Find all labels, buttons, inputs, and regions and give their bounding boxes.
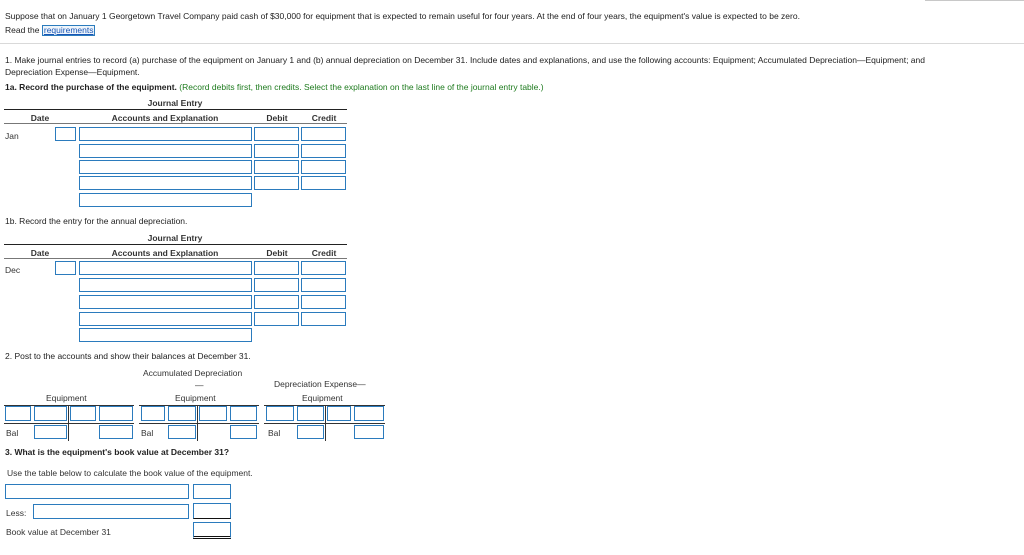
journal-1a-debit-input-2[interactable] [254, 144, 299, 158]
accum-dep-bal-label: Bal [141, 428, 154, 438]
depexp-debit-balance-input[interactable] [297, 425, 324, 439]
journal-1b-account-input-3[interactable] [79, 295, 252, 309]
q1a-instruction: (Record debits first, then credits. Select the explanation on the last line of the journal entry table.) [179, 82, 544, 92]
depexp-title-line1: Depreciation Expense— [274, 379, 366, 389]
journal-1a-account-input-2[interactable] [79, 144, 252, 158]
requirements-link[interactable]: requirements [43, 25, 94, 35]
journal-1b-explanation-input[interactable] [79, 328, 252, 342]
book-value-less-amount-input[interactable] [193, 503, 231, 519]
journal-1b-debit-input-3[interactable] [254, 295, 299, 309]
book-value-cost-amount-input[interactable] [193, 484, 231, 499]
journal-1a-day-input[interactable] [55, 127, 76, 141]
equipment-t-title: Equipment [46, 393, 87, 403]
journal-1a-account-input-1[interactable] [79, 127, 252, 141]
journal-1a-top-rule [4, 109, 347, 110]
journal-1a-credit-input-2[interactable] [301, 144, 346, 158]
journal-1a-account-input-3[interactable] [79, 160, 252, 174]
journal-1b-col-accounts: Accounts and Explanation [111, 248, 219, 258]
equipment-credit-balance-input[interactable] [99, 425, 133, 439]
book-value-amount-input[interactable] [193, 522, 231, 539]
accum-dep-title-line3: Equipment [175, 393, 216, 403]
journal-1a-header-rule [4, 123, 347, 124]
q2-label: 2. Post to the accounts and show their balances at December 31. [5, 351, 251, 361]
journal-1b-debit-input-1[interactable] [254, 261, 299, 275]
depexp-credit-balance-input[interactable] [354, 425, 384, 439]
equipment-bal-label: Bal [6, 428, 19, 438]
journal-1a-debit-input-3[interactable] [254, 160, 299, 174]
read-requirements-line [5, 25, 95, 36]
depexp-credit-amount-input[interactable] [354, 406, 384, 421]
q1b-prompt [5, 216, 187, 226]
q3-instruction: Use the table below to calculate the book value of the equipment. [7, 468, 253, 478]
journal-1b-account-input-4[interactable] [79, 312, 252, 326]
accum-dep-credit-date-input[interactable] [199, 406, 227, 421]
q1-text-line1: 1. Make journal entries to record (a) purchase of the equipment on January 1 and (b) annual depreciation on December 31. Include dates and explanations, and use the following accounts: Equipment; Accumulated Depreciation—Equipment; and [5, 55, 925, 65]
journal-1b-debit-input-4[interactable] [254, 312, 299, 326]
equipment-credit-amount-input[interactable] [99, 406, 133, 421]
q1a-prompt [5, 82, 544, 92]
journal-1b-title: Journal Entry [147, 233, 203, 243]
journal-1a-debit-input-4[interactable] [254, 176, 299, 190]
journal-1b-account-input-1[interactable] [79, 261, 252, 275]
top-border-line [925, 0, 1024, 2]
equipment-t-total-line [4, 423, 134, 424]
journal-1a-col-date: Date [30, 113, 50, 123]
journal-1b-credit-input-4[interactable] [301, 312, 346, 326]
journal-1b-col-credit: Credit [311, 248, 337, 258]
equipment-credit-date-input[interactable] [70, 406, 96, 421]
journal-1b-header-rule [4, 258, 347, 259]
accum-dep-title-line1: Accumulated Depreciation [143, 368, 243, 378]
accum-dep-credit-amount-input[interactable] [230, 406, 257, 421]
journal-1a-credit-input-4[interactable] [301, 176, 346, 190]
journal-1a-account-input-4[interactable] [79, 176, 252, 190]
equipment-debit-amount-input[interactable] [34, 406, 67, 421]
depexp-t-total-line [264, 423, 385, 424]
depexp-debit-amount-input[interactable] [297, 406, 324, 421]
journal-1b-top-rule [4, 244, 347, 245]
book-value-less-label-input[interactable] [33, 504, 189, 519]
journal-1b-account-input-2[interactable] [79, 278, 252, 292]
depexp-debit-date-input[interactable] [266, 406, 294, 421]
book-value-cost-label-input[interactable] [5, 484, 189, 499]
journal-1a-col-credit: Credit [311, 113, 337, 123]
equipment-debit-balance-input[interactable] [34, 425, 67, 439]
q1b-label: 1b. Record the entry for the annual depreciation. [5, 216, 188, 226]
journal-1b-debit-input-2[interactable] [254, 278, 299, 292]
depexp-title-line2: Equipment [302, 393, 343, 403]
accum-dep-debit-amount-input[interactable] [168, 406, 196, 421]
less-label: Less: [6, 508, 27, 518]
accum-dep-debit-date-input[interactable] [141, 406, 165, 421]
journal-1b-day-input[interactable] [55, 261, 76, 275]
journal-1a-col-accounts: Accounts and Explanation [111, 113, 219, 123]
journal-1b-date-label: Dec [5, 265, 21, 275]
problem-statement: Suppose that on January 1 Georgetown Travel Company paid cash of $30,000 for equipment that is expected to remain useful for four years. At the end of four years, the equipment's value is expected to be zero. [5, 11, 800, 21]
accum-dep-credit-balance-input[interactable] [230, 425, 257, 439]
accum-dep-t-total-line [139, 423, 259, 424]
journal-1b-credit-input-2[interactable] [301, 278, 346, 292]
journal-1b-credit-input-1[interactable] [301, 261, 346, 275]
equipment-debit-date-input[interactable] [5, 406, 31, 421]
read-prefix: Read the [5, 25, 40, 35]
journal-1b-credit-input-3[interactable] [301, 295, 346, 309]
q1a-label: 1a. Record the purchase of the equipment. [5, 82, 177, 92]
journal-1a-col-debit: Debit [266, 113, 288, 123]
journal-1a-date-label: Jan [5, 131, 19, 141]
depexp-bal-label: Bal [268, 428, 281, 438]
journal-1a-credit-input-1[interactable] [301, 127, 346, 141]
journal-1a-explanation-input[interactable] [79, 193, 252, 207]
journal-1b-col-date: Date [30, 248, 50, 258]
q1-text-line2: Depreciation Expense—Equipment. [5, 67, 140, 77]
q3-label: 3. What is the equipment's book value at December 31? [5, 447, 230, 457]
accum-dep-title-line2: — [195, 380, 204, 390]
journal-1a-credit-input-3[interactable] [301, 160, 346, 174]
section-divider [0, 43, 1024, 44]
journal-1b-col-debit: Debit [266, 248, 288, 258]
journal-1a-debit-input-1[interactable] [254, 127, 299, 141]
accum-dep-debit-balance-input[interactable] [168, 425, 196, 439]
journal-1a-title: Journal Entry [147, 98, 203, 108]
book-value-label: Book value at December 31 [6, 527, 111, 537]
depexp-credit-date-input[interactable] [327, 406, 351, 421]
